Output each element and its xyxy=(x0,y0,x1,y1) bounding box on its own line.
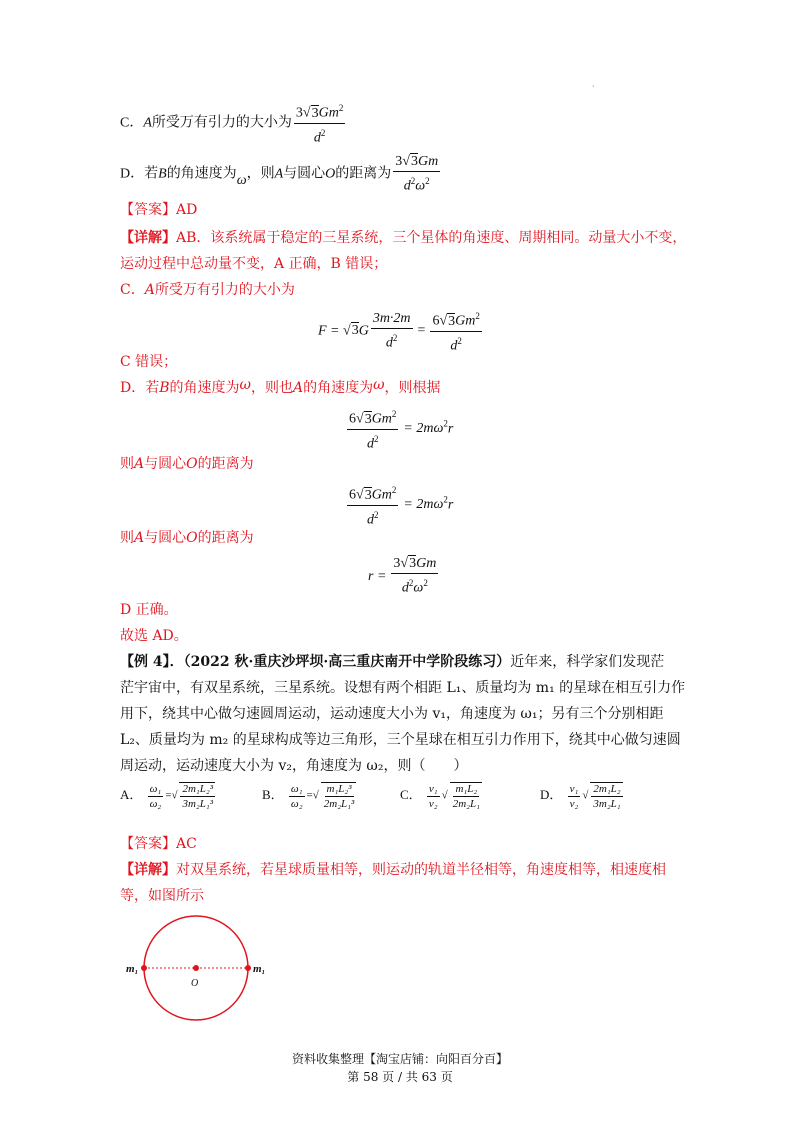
choice-a-lnum: ω₁ xyxy=(149,782,162,795)
d-line-w: ω xyxy=(239,377,251,393)
center-point xyxy=(193,965,199,971)
num-rad: 3 xyxy=(410,154,418,169)
eq1-den-exp: 2 xyxy=(392,332,398,343)
option-d-t5: 的距离为 xyxy=(335,166,392,182)
choice-c-label: C． xyxy=(400,786,422,802)
eq4-den: d xyxy=(401,580,409,596)
eq1-num: 3m·2m xyxy=(371,311,413,329)
choice-c: C． $\frac{\text{v₁}}{\text{v₂}}$ √ $\frac{\text{m₁L₂}}{\text{2m₂L₁}}$ xyxy=(400,782,480,810)
num-rest: Gm xyxy=(417,154,439,169)
footer-page-number: 第 58 页 / 共 63 页 xyxy=(347,1070,453,1084)
eq1-num2-exp: 2 xyxy=(475,311,480,321)
eq2-den-exp: 2 xyxy=(373,433,379,444)
d-line-e: A xyxy=(292,380,304,396)
choice-a-rden: 3m₂L₁³ xyxy=(182,798,213,810)
option-d-varA: A xyxy=(274,166,284,182)
left-star xyxy=(141,965,147,971)
option-c-var: A xyxy=(143,115,152,131)
choice-b-rnum: m₁L₂³ xyxy=(326,783,352,795)
dist-d: O xyxy=(186,456,198,472)
dist-line-2 xyxy=(120,528,254,548)
example-4-line-1 xyxy=(120,652,664,672)
equation-force: F = √3G $\frac{3m\cdot 2m}{d^2}$ = $\frac{6√3Gm^2}{d^2}$ xyxy=(318,308,484,354)
dist-b: A xyxy=(134,456,145,472)
eq2-rhs-exp: 2 xyxy=(443,418,448,429)
center-label: O xyxy=(191,978,199,989)
eq2-rest: Gm xyxy=(371,411,392,427)
choice-d-label: D． xyxy=(540,786,563,802)
example-4-line-4: L₂、质量均为 m₂ 的星球构成等边三角形，三个星球在相互引力作用下，绕其中心做匀速圆 xyxy=(120,732,681,748)
den: d xyxy=(403,178,411,194)
eq3-coef: 6 xyxy=(349,487,356,503)
eq4-den-exp: 2 xyxy=(408,578,414,588)
detail-1-line-2: 运动过程中总动量不变，A 正确，B 错误； xyxy=(120,256,388,272)
example-4-tag: 【例 4】．（2022 秋·重庆沙坪坝·高三重庆南开中学阶段练习） xyxy=(120,654,511,670)
num-coef: 3 xyxy=(395,154,403,169)
d-line-d: ，则也 xyxy=(250,380,293,396)
footer-source: 资料收集整理【淘宝店铺：向阳百分百】 xyxy=(291,1052,508,1066)
option-c-label: C． xyxy=(120,115,144,131)
eq4-lhs: r = xyxy=(368,568,387,584)
option-d-label: D． xyxy=(120,166,145,182)
answer-2: 【答案】AC xyxy=(120,836,197,852)
num-rest: Gm xyxy=(318,105,339,121)
d-correct: D 正确。 xyxy=(120,602,178,618)
option-d-varB: B xyxy=(158,166,167,182)
eq3-rhs: = 2mω xyxy=(403,497,444,513)
eq4-rest: Gm xyxy=(416,556,437,571)
detail-text: AB．该系统属于稳定的三星系统，三个星体的角速度、周期相同。动量大小不变， xyxy=(176,230,687,246)
d-line-g: ，则根据 xyxy=(384,380,441,396)
eq3-rad: 3 xyxy=(364,487,372,503)
choice-c-rnum: m₁L₂ xyxy=(455,783,478,795)
eq1-frac-1 xyxy=(371,311,413,352)
option-c-fraction: $\frac{3√3Gm^2}{d^2}$ xyxy=(294,100,345,146)
dist-a: 则 xyxy=(120,456,134,472)
dist2-c: 与圆心 xyxy=(144,530,187,546)
example-4-line-2: 茫宇宙中，有双星系统，三星系统。设想有两个相距 L₁、质量均为 m₁ 的星球在相互引力作 xyxy=(120,680,686,696)
eq2-coef: 6 xyxy=(349,411,356,427)
choice-a-lden: ω₂ xyxy=(149,797,162,810)
eq1-lhs: F = xyxy=(318,323,343,339)
eq2-rad: 3 xyxy=(364,411,372,427)
example-4-line-3: 用下，绕其中心做匀速圆周运动，运动速度大小为 v₁，角速度为 ω₁；另有三个分别相距 xyxy=(120,706,664,722)
choice-b-rden: 2m₂L₁³ xyxy=(323,798,355,810)
den: d xyxy=(313,130,321,146)
eq2-exp: 2 xyxy=(391,409,397,419)
eq3-rest: Gm xyxy=(371,487,392,503)
choice-a-rnum: 2m₁L₂³ xyxy=(182,783,213,795)
right-star-label: m₁ xyxy=(253,963,266,975)
eq4-den-w: ω xyxy=(413,580,424,596)
choice-c-rden: 2m₂L₁ xyxy=(452,798,480,810)
d-line-b: B xyxy=(159,380,170,396)
eq1-frac-2: $\frac{6√3Gm^2}{d^2}$ xyxy=(430,308,481,354)
binary-star-diagram xyxy=(120,912,290,1024)
eq1-rad: 3 xyxy=(351,323,359,339)
equation-4 xyxy=(368,556,440,597)
detail-1-line-3 xyxy=(120,280,295,300)
d-c-var: A xyxy=(144,282,155,298)
dist2-a: 则 xyxy=(120,530,134,546)
choice-b-label: B． xyxy=(262,786,284,802)
choice-d-rden: 3m₂L₁ xyxy=(593,798,621,810)
den-w-exp: 2 xyxy=(425,176,430,186)
option-c xyxy=(120,100,347,146)
d-line-a: D．若 xyxy=(120,380,160,396)
num-coef: 3 xyxy=(295,105,303,121)
choose-line: 故选 AD。 xyxy=(120,628,188,644)
num-exp: 2 xyxy=(338,103,344,113)
choice-c-lnum: v₁ xyxy=(428,782,438,795)
dist-c: 与圆心 xyxy=(144,456,187,472)
eq1-g: G xyxy=(358,323,369,339)
dist2-d: O xyxy=(186,530,198,546)
dist2-b: A xyxy=(134,530,145,546)
d-c-text: 所受万有引力的大小为 xyxy=(154,282,295,298)
eq3-rhs-exp: 2 xyxy=(443,494,448,505)
eq4-coef: 3 xyxy=(393,556,401,571)
detail-1-line-1 xyxy=(120,228,686,248)
choice-c-lden: v₂ xyxy=(428,797,438,810)
dist-e: 的距离为 xyxy=(197,456,254,472)
choice-d-lnum: v₁ xyxy=(569,782,579,795)
option-d-varO: O xyxy=(325,166,336,182)
choice-d: D． $\frac{\text{v₁}}{\text{v₂}}$ √ $\frac{\text{2m₁L₂}}{\text{3m₂L₁}}$ xyxy=(540,782,621,810)
choice-d-lden: v₂ xyxy=(569,797,579,810)
d-line-c: 的角速度为 xyxy=(169,380,240,396)
eq4-den-w-exp: 2 xyxy=(423,578,428,588)
option-d-t2: 的角速度为 xyxy=(166,166,237,182)
equation-3 xyxy=(345,482,453,528)
d-line xyxy=(120,378,441,398)
option-d-t3: ，则 xyxy=(246,166,275,182)
answer-1: 【答案】AD xyxy=(120,202,198,218)
choice-b-lden: ω₂ xyxy=(290,797,303,810)
eq1-den: d xyxy=(385,335,393,351)
option-d-t1: 若 xyxy=(144,166,159,182)
option-d-fraction: $\frac{3√3Gm}{d^2\omega^2}$ xyxy=(395,154,439,194)
choice-a: A． $\frac{\text{ω₁}}{\text{ω₂}}$ =√ $\frac{\text{2m₁L₂³}}{\text{3m₂L₁³}}$ xyxy=(120,782,213,810)
eq2-r: r xyxy=(447,421,454,437)
eq3-exp: 2 xyxy=(391,485,397,495)
eq1-num2-coef: 6 xyxy=(432,313,440,329)
eq3-frac: $\frac{6√3Gm^2}{d^2}$ xyxy=(347,482,398,528)
detail-2-tag: 【详解】 xyxy=(120,862,176,878)
eq1-num2-rest: Gm xyxy=(455,313,476,329)
option-d-t4: 与圆心 xyxy=(283,166,326,182)
detail-2-line-1 xyxy=(120,860,666,880)
eq1-den2-exp: 2 xyxy=(457,335,462,346)
eq2-frac: $\frac{6√3Gm^2}{d^2}$ xyxy=(347,406,398,452)
eq1-den2: d xyxy=(450,338,458,354)
option-d xyxy=(120,154,442,195)
choice-b-lnum: ω₁ xyxy=(290,782,303,795)
den-exp: 2 xyxy=(320,127,326,138)
detail-tag: 【详解】 xyxy=(120,230,176,246)
choice-d-rnum: 2m₁L₂ xyxy=(593,783,621,795)
d-line-f: 的角速度为 xyxy=(303,380,374,396)
eq3-den: d xyxy=(366,512,374,528)
eq3-r: r xyxy=(447,497,454,513)
eq1-num2-rad: 3 xyxy=(448,313,456,329)
detail-2-line-2: 等，如图所示 xyxy=(120,888,204,904)
left-star-label: m₁ xyxy=(126,963,139,975)
right-star xyxy=(245,965,251,971)
den-w: ω xyxy=(415,178,426,194)
eq3-den-exp: 2 xyxy=(373,509,379,520)
choice-a-label: A． xyxy=(120,786,143,802)
dist2-e: 的距离为 xyxy=(197,530,254,546)
option-c-text: 所受万有引力的大小为 xyxy=(151,115,292,131)
eq1-eq: = xyxy=(417,323,426,339)
choice-b: B． $\frac{\text{ω₁}}{\text{ω₂}}$ =√ $\frac{\text{m₁L₂³}}{\text{2m₂L₁³}}$ xyxy=(262,782,355,810)
den-exp: 2 xyxy=(410,176,416,186)
equation-2 xyxy=(345,406,453,452)
num-rad: 3 xyxy=(311,105,319,121)
detail-2-text: 对双星系统，若星球质量相等，则运动的轨道半径相等，角速度相等，相速度相 xyxy=(176,862,666,878)
c-wrong: C 错误； xyxy=(120,354,178,370)
example-4-text: 近年来，科学家们发现茫 xyxy=(510,654,665,670)
option-d-omega: ω xyxy=(236,172,247,188)
d-line-w2: ω xyxy=(373,377,385,393)
d-c-label: C． xyxy=(120,282,145,298)
example-4-line-5: 周运动，运动速度大小为 v₂，角速度为 ω₂，则（ ） xyxy=(120,758,468,774)
eq4-rad: 3 xyxy=(409,556,417,571)
eq2-rhs: = 2mω xyxy=(403,421,444,437)
eq2-den: d xyxy=(366,436,374,452)
dist-line-1 xyxy=(120,454,254,474)
scan-dot: · xyxy=(592,82,595,91)
eq4-frac: $\frac{3√3Gm}{d^2\omega^2}$ xyxy=(393,556,437,596)
